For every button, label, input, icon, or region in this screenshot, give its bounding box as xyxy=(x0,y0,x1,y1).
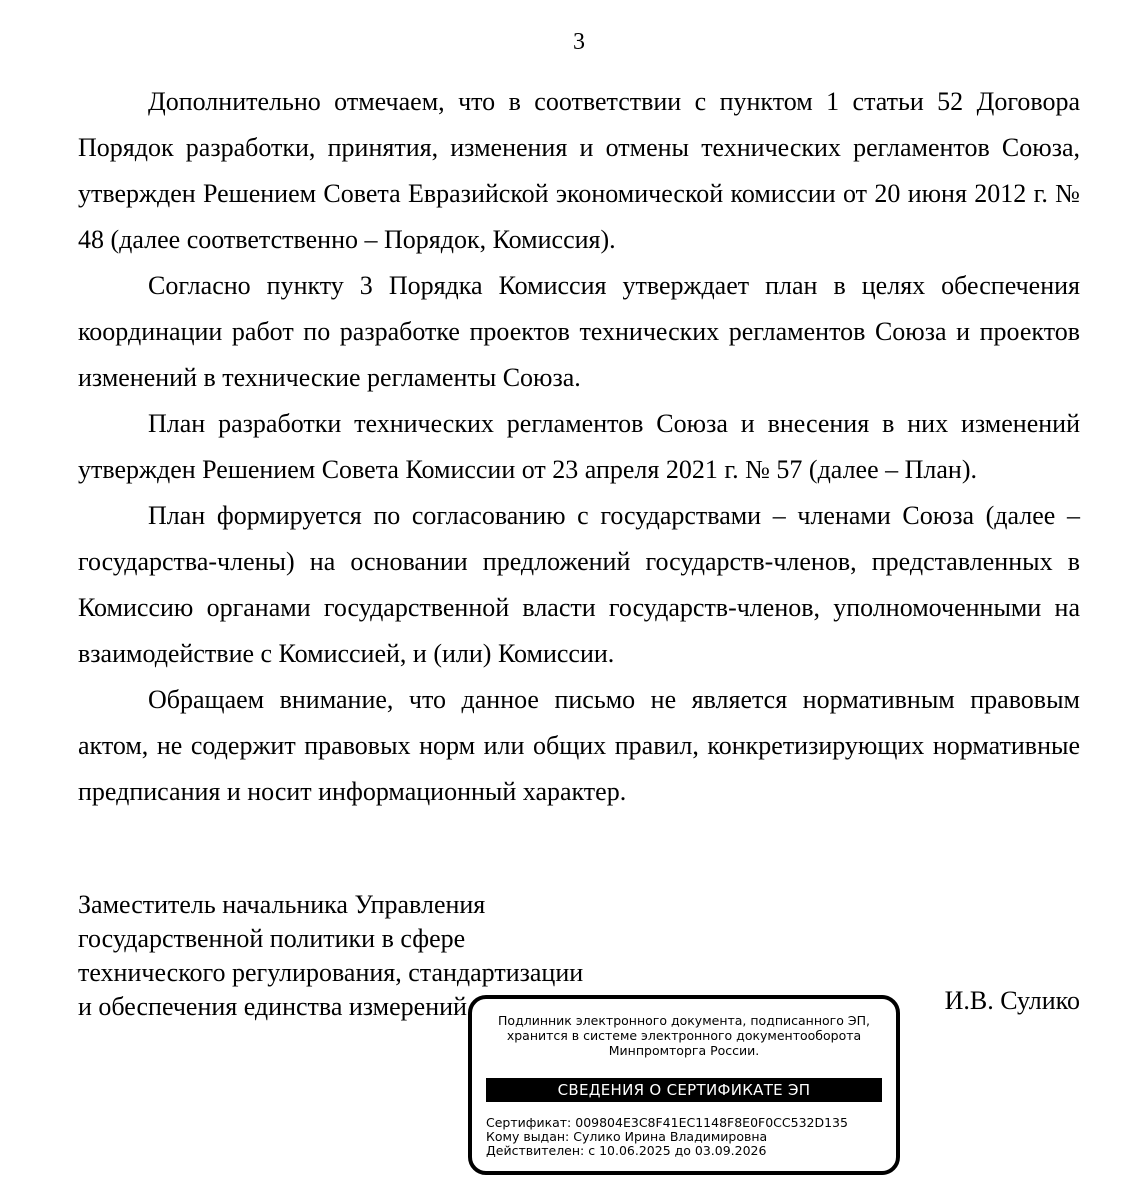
paragraph: Согласно пункту 3 Порядка Комиссия утверждает план в целях обеспечения координации работ по разработке проектов технических регламентов Союза и проектов изменений в технические регламенты Союза. xyxy=(78,271,1080,392)
paragraph: Дополнительно отмечаем, что в соответствии с пунктом 1 статьи 52 Договора Порядок разработки, принятия, изменения и отмены технических регламентов Союза, утвержден Решением Совета Евразийской экономической комиссии от 20 июня 2012 г. № 48 (далее соответственно – Порядок, Комиссия). xyxy=(78,87,1080,254)
paragraph: Обращаем внимание, что данное письмо не является нормативным правовым актом, не содержит правовых норм или общих правил, конкретизирующих нормативные предписания и носит информационный характер. xyxy=(78,685,1080,806)
certificate-number: Сертификат: 009804E3C8F41EC1148F8E0F0CC532D135 xyxy=(486,1115,848,1130)
position-line: Заместитель начальника Управления xyxy=(78,890,486,919)
certificate-owner: Кому выдан: Сулико Ирина Владимировна xyxy=(486,1129,768,1144)
stamp-intro-line: Подлинник электронного документа, подписанного ЭП, xyxy=(498,1013,870,1028)
stamp-intro-line: хранится в системе электронного документооборота xyxy=(506,1028,862,1043)
stamp-intro-line: Минпромторга России. xyxy=(608,1043,760,1058)
paragraph: План формируется по согласованию с государствами – членами Союза (далее – государства-члены) на основании предложений государств-членов, представленных в Комиссию органами государственной власти государств-членов, уполномоченными на взаимодействие с Комиссией, и (или) Комиссии. xyxy=(78,501,1080,668)
position-line: государственной политики в сфере xyxy=(78,924,466,953)
position-line: и обеспечения единства измерений xyxy=(78,992,467,1021)
stamp-intro xyxy=(480,1013,888,1058)
certificate-details xyxy=(486,1116,886,1158)
position-line: технического регулирования, стандартизации xyxy=(78,958,584,987)
electronic-signature-stamp xyxy=(468,995,900,1175)
letter-body xyxy=(78,79,1080,815)
stamp-title-banner: СВЕДЕНИЯ О СЕРТИФИКАТЕ ЭП xyxy=(486,1078,882,1102)
certificate-validity: Действителен: с 10.06.2025 до 03.09.2026 xyxy=(486,1143,767,1158)
signatory-name: И.В. Сулико xyxy=(944,986,1080,1015)
paragraph: План разработки технических регламентов Союза и внесения в них изменений утвержден Решением Совета Комиссии от 23 апреля 2021 г. № 57 (далее – План). xyxy=(78,409,1080,484)
page-number: 3 xyxy=(573,29,585,55)
